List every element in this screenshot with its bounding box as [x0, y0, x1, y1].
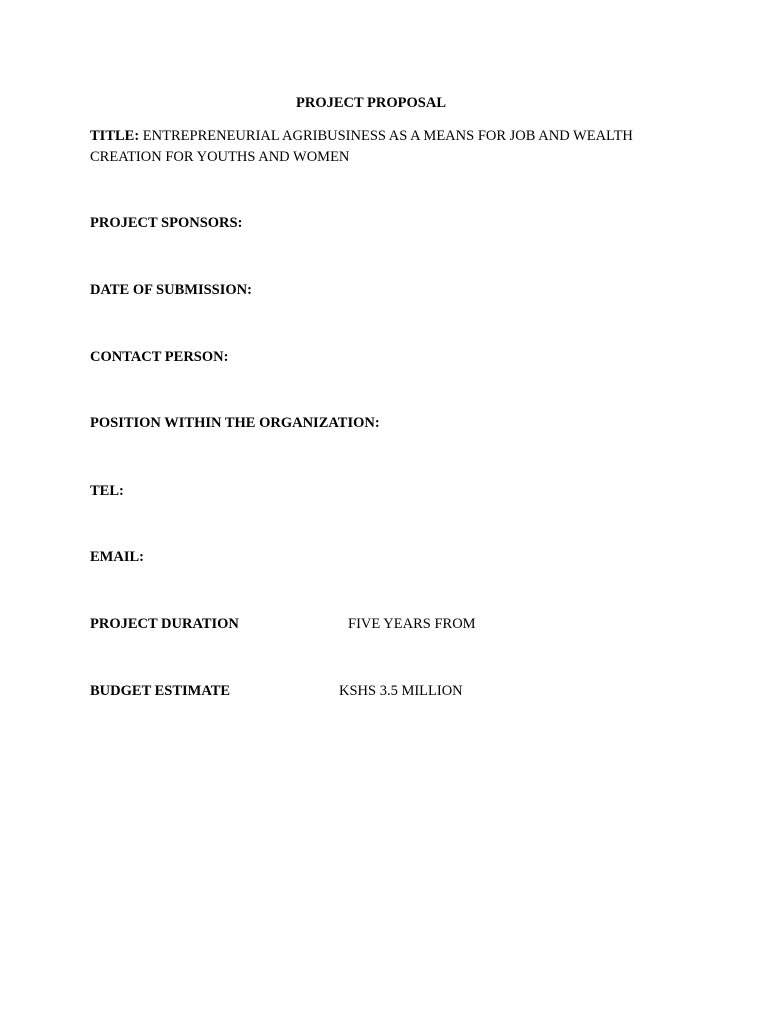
contact-person-label: CONTACT PERSON:: [90, 349, 229, 365]
title-label: TITLE:: [90, 128, 140, 144]
email-label: EMAIL:: [90, 549, 144, 565]
tel-label: TEL:: [90, 483, 124, 499]
budget-estimate-label: BUDGET ESTIMATE: [90, 683, 231, 699]
project-title: [90, 126, 680, 167]
document-heading: PROJECT PROPOSAL: [296, 95, 446, 111]
project-sponsors-label: PROJECT SPONSORS:: [90, 215, 243, 231]
position-label: POSITION WITHIN THE ORGANIZATION:: [90, 415, 380, 431]
budget-estimate-value: KSHS 3.5 MILLION: [339, 683, 463, 699]
project-duration-label: PROJECT DURATION: [90, 616, 239, 632]
date-of-submission-label: DATE OF SUBMISSION:: [90, 282, 252, 298]
project-duration-value: FIVE YEARS FROM: [348, 616, 476, 632]
title-text: ENTREPRENEURIAL AGRIBUSINESS AS A MEANS FOR JOB AND WEALTH CREATION FOR YOUTHS AND WOMEN: [90, 128, 633, 165]
